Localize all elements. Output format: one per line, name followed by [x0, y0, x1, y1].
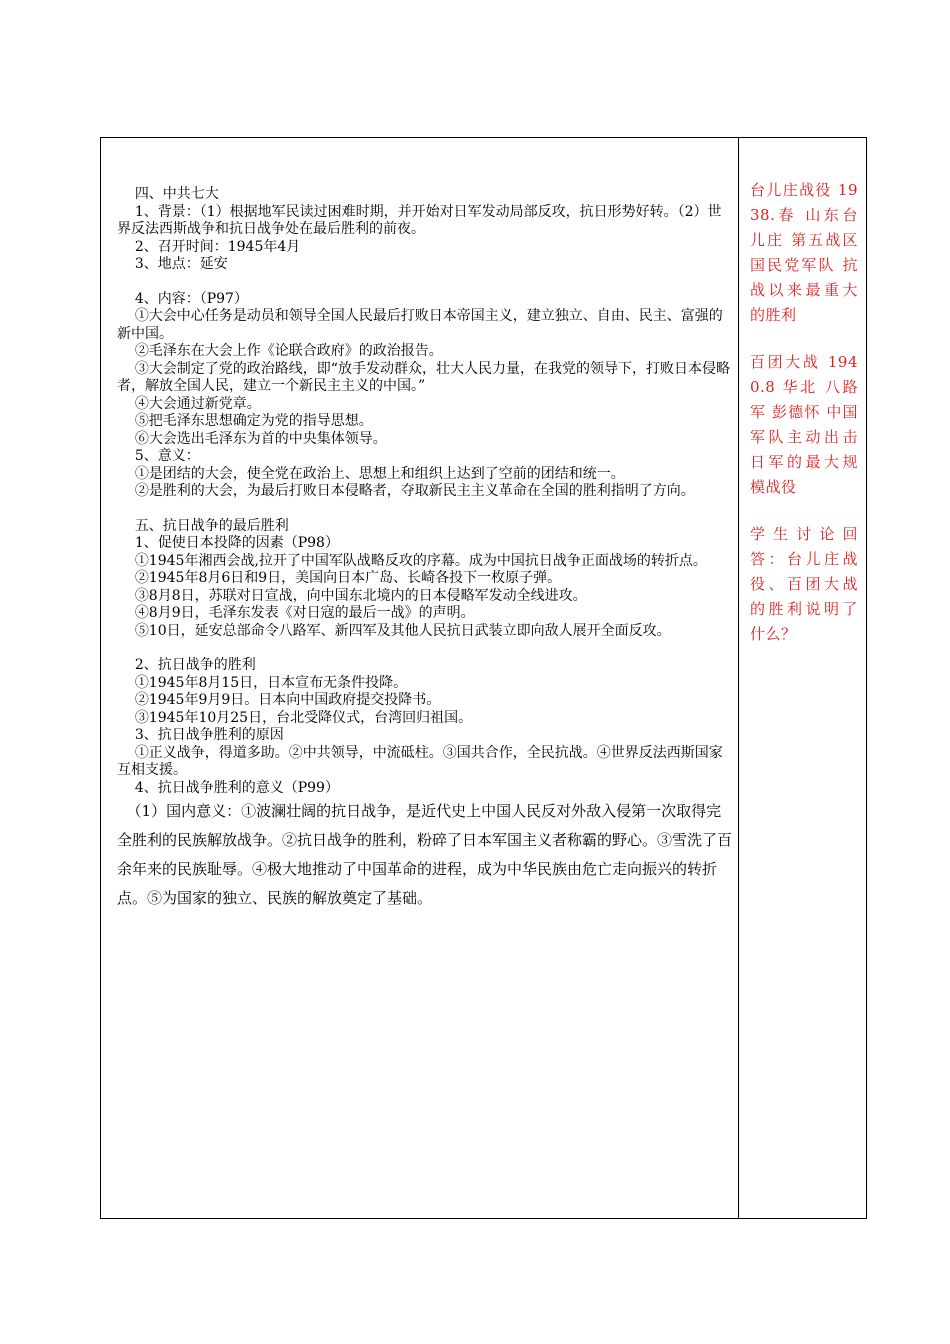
s4-significance-heading: 5、意义：: [117, 448, 200, 464]
section-5-title: 五、抗日战争的最后胜利: [117, 517, 289, 534]
s5-victory-3: ③1945年10月25日，台北受降仪式，台湾回归祖国。: [117, 709, 473, 726]
note-hundred-regiments: 百团大战 1940.8 华北 八路军 彭德怀 中国军队主动出击日军的最大规模战役: [750, 353, 858, 496]
s5-factor-3: ③8月8日，苏联对日宣战，向中国东北境内的日本侵略军发动全线进攻。: [117, 587, 587, 604]
s4-content-1: ①大会中心任务是动员和领导全国人民最后打败日本帝国主义，建立独立、自由、民主、富强的新中国。: [117, 308, 723, 342]
s5-factor-5: ⑤10日，延安总部命令八路军、新四军及其他人民抗日武装立即向敌人展开全面反攻。: [117, 622, 671, 639]
s5-factor-1: ①1945年湘西会战,拉开了中国军队战略反攻的序幕。成为中国抗日战争正面战场的转折点。: [117, 552, 707, 569]
s5-reasons-heading: 3、抗日战争胜利的原因: [117, 727, 284, 743]
s4-content-5: ⑤把毛泽东思想确定为党的指导思想。: [117, 413, 373, 429]
s5-reasons: ①正义战争，得道多助。②中共领导，中流砥柱。③国共合作，全民抗战。④世界反法西斯国家互相支援。: [117, 744, 723, 778]
s4-significance-1: ①是团结的大会，使全党在政治上、思想上和组织上达到了空前的团结和统一。: [117, 465, 625, 482]
main-content: [117, 186, 735, 913]
s5-victory-2: ②1945年9月9日。日本向中国政府提交投降书。: [117, 692, 441, 708]
s4-background: 1、背景：（1）根据地军民读过困难时期，并开始对日军发动局部反攻，抗日形势好转。（2）世界反法西斯战争和抗日战争处在最后胜利的前夜。: [117, 203, 722, 237]
note-taierzhuang: 台儿庄战役 1938.春 山东台儿庄 第五战区国民党军队 抗战以来最重大的胜利: [750, 181, 858, 324]
s5-victory-1: ①1945年8月15日，日本宣布无条件投降。: [117, 674, 408, 691]
s5-meaning-domestic: （1）国内意义：①波澜壮阔的抗日战争，是近代史上中国人民反对外敌入侵第一次取得完全胜利的民族解放战争。②抗日战争的胜利，粉碎了日本军国主义者称霸的野心。③雪洗了百余年来的民族耻辱。④极大地推动了中国革命的进程，成为中华民族由危亡走向振兴的转折点。⑤为国家的独立、民族的解放奠定了基础。: [117, 802, 733, 907]
section-4-title: 四、中共七大: [117, 186, 219, 202]
s4-content-6: ⑥大会选出毛泽东为首的中央集体领导。: [117, 430, 387, 447]
s5-meaning-heading: 4、抗日战争胜利的意义（P99）: [117, 779, 339, 796]
column-divider: [738, 137, 739, 1219]
s4-content-4: ④大会通过新党章。: [117, 395, 261, 412]
s4-significance-2: ②是胜利的大会，为最后打败日本侵略者，夺取新民主主义革命在全国的胜利指明了方向。: [117, 483, 695, 499]
s5-factors-heading: 1、促使日本投降的因素（P98）: [117, 535, 339, 551]
s5-victory-heading: 2、抗日战争的胜利: [117, 657, 256, 673]
s4-content-3: ③大会制定了党的政治路线，即“放手发动群众，壮大人民力量，在我党的领导下，打败日本侵略者，解放全国人民，建立一个新民主主义的中国。”: [117, 360, 730, 394]
s4-content-heading: 4、内容：（P97）: [117, 290, 248, 307]
s4-place: 3、地点：延安: [117, 256, 228, 272]
s5-factor-4: ④8月9日，毛泽东发表《对日寇的最后一战》的声明。: [117, 605, 475, 621]
note-discussion-question: 学生讨论回答：台儿庄战役、百团大战的胜利说明了什么？: [750, 525, 858, 643]
s5-factor-2: ②1945年8月6日和9日，美国向日本广岛、长崎各投下一枚原子弹。: [117, 570, 562, 586]
s4-time: 2、召开时间：1945年4月: [117, 238, 301, 255]
s4-content-2: ②毛泽东在大会上作《论联合政府》的政治报告。: [117, 343, 443, 359]
side-notes: [750, 178, 858, 647]
